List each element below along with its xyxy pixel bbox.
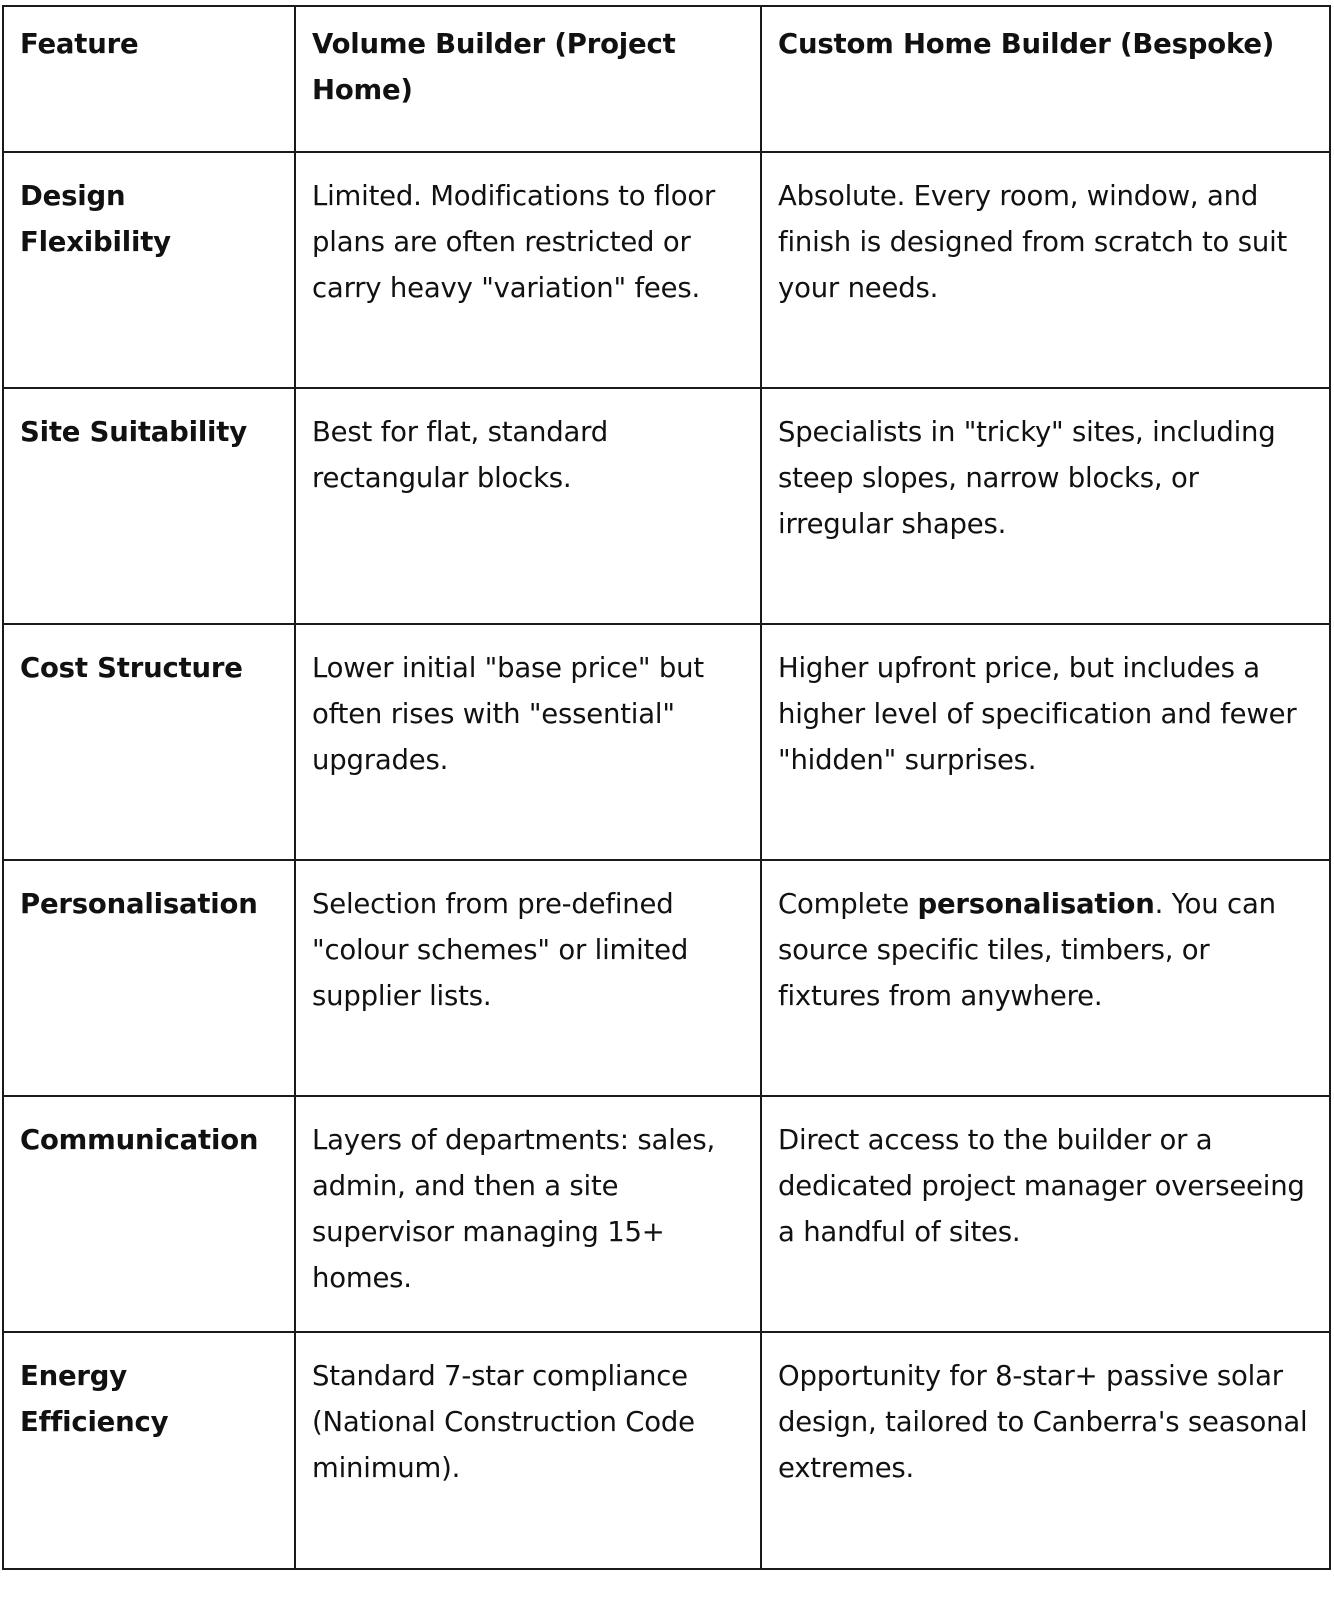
table-row — [3, 860, 1330, 1096]
volume-cell: Best for flat, standard rectangular blocks. — [295, 388, 761, 624]
custom-cell: Specialists in "tricky" sites, including steep slopes, narrow blocks, or irregular shapes. — [761, 388, 1330, 624]
table-row — [3, 388, 1330, 624]
custom-cell-text-pre: Complete — [778, 888, 918, 920]
volume-cell: Layers of departments: sales, admin, and then a site supervisor managing 15+ homes. — [295, 1096, 761, 1332]
header-custom-builder: Custom Home Builder (Bespoke) — [761, 6, 1330, 152]
custom-cell: Absolute. Every room, window, and finish is designed from scratch to suit your needs. — [761, 152, 1330, 388]
table-row — [3, 1096, 1330, 1332]
feature-cell: Energy Efficiency — [3, 1332, 295, 1569]
table-row — [3, 624, 1330, 860]
feature-cell: Communication — [3, 1096, 295, 1332]
feature-cell: Cost Structure — [3, 624, 295, 860]
volume-cell: Lower initial "base price" but often rises with "essential" upgrades. — [295, 624, 761, 860]
custom-cell: Higher upfront price, but includes a higher level of specification and fewer "hidden" surprises. — [761, 624, 1330, 860]
custom-cell — [761, 860, 1330, 1096]
comparison-table — [2, 5, 1331, 1570]
custom-cell-text-post: . You can source specific tiles, timbers, or fixtures from anywhere. — [778, 888, 1276, 1012]
volume-cell: Standard 7-star compliance (National Construction Code minimum). — [295, 1332, 761, 1569]
feature-cell: Design Flexibility — [3, 152, 295, 388]
header-feature: Feature — [3, 6, 295, 152]
volume-cell: Selection from pre-defined "colour schemes" or limited supplier lists. — [295, 860, 761, 1096]
table-row — [3, 1332, 1330, 1569]
custom-cell: Opportunity for 8-star+ passive solar design, tailored to Canberra's seasonal extremes. — [761, 1332, 1330, 1569]
header-volume-builder: Volume Builder (Project Home) — [295, 6, 761, 152]
table-row — [3, 152, 1330, 388]
custom-cell: Direct access to the builder or a dedicated project manager overseeing a handful of sites. — [761, 1096, 1330, 1332]
feature-cell: Site Suitability — [3, 388, 295, 624]
volume-cell: Limited. Modifications to floor plans are often restricted or carry heavy "variation" fees. — [295, 152, 761, 388]
custom-cell-text-bold: personalisation — [917, 888, 1155, 920]
feature-cell: Personalisation — [3, 860, 295, 1096]
table-header-row — [3, 6, 1330, 152]
